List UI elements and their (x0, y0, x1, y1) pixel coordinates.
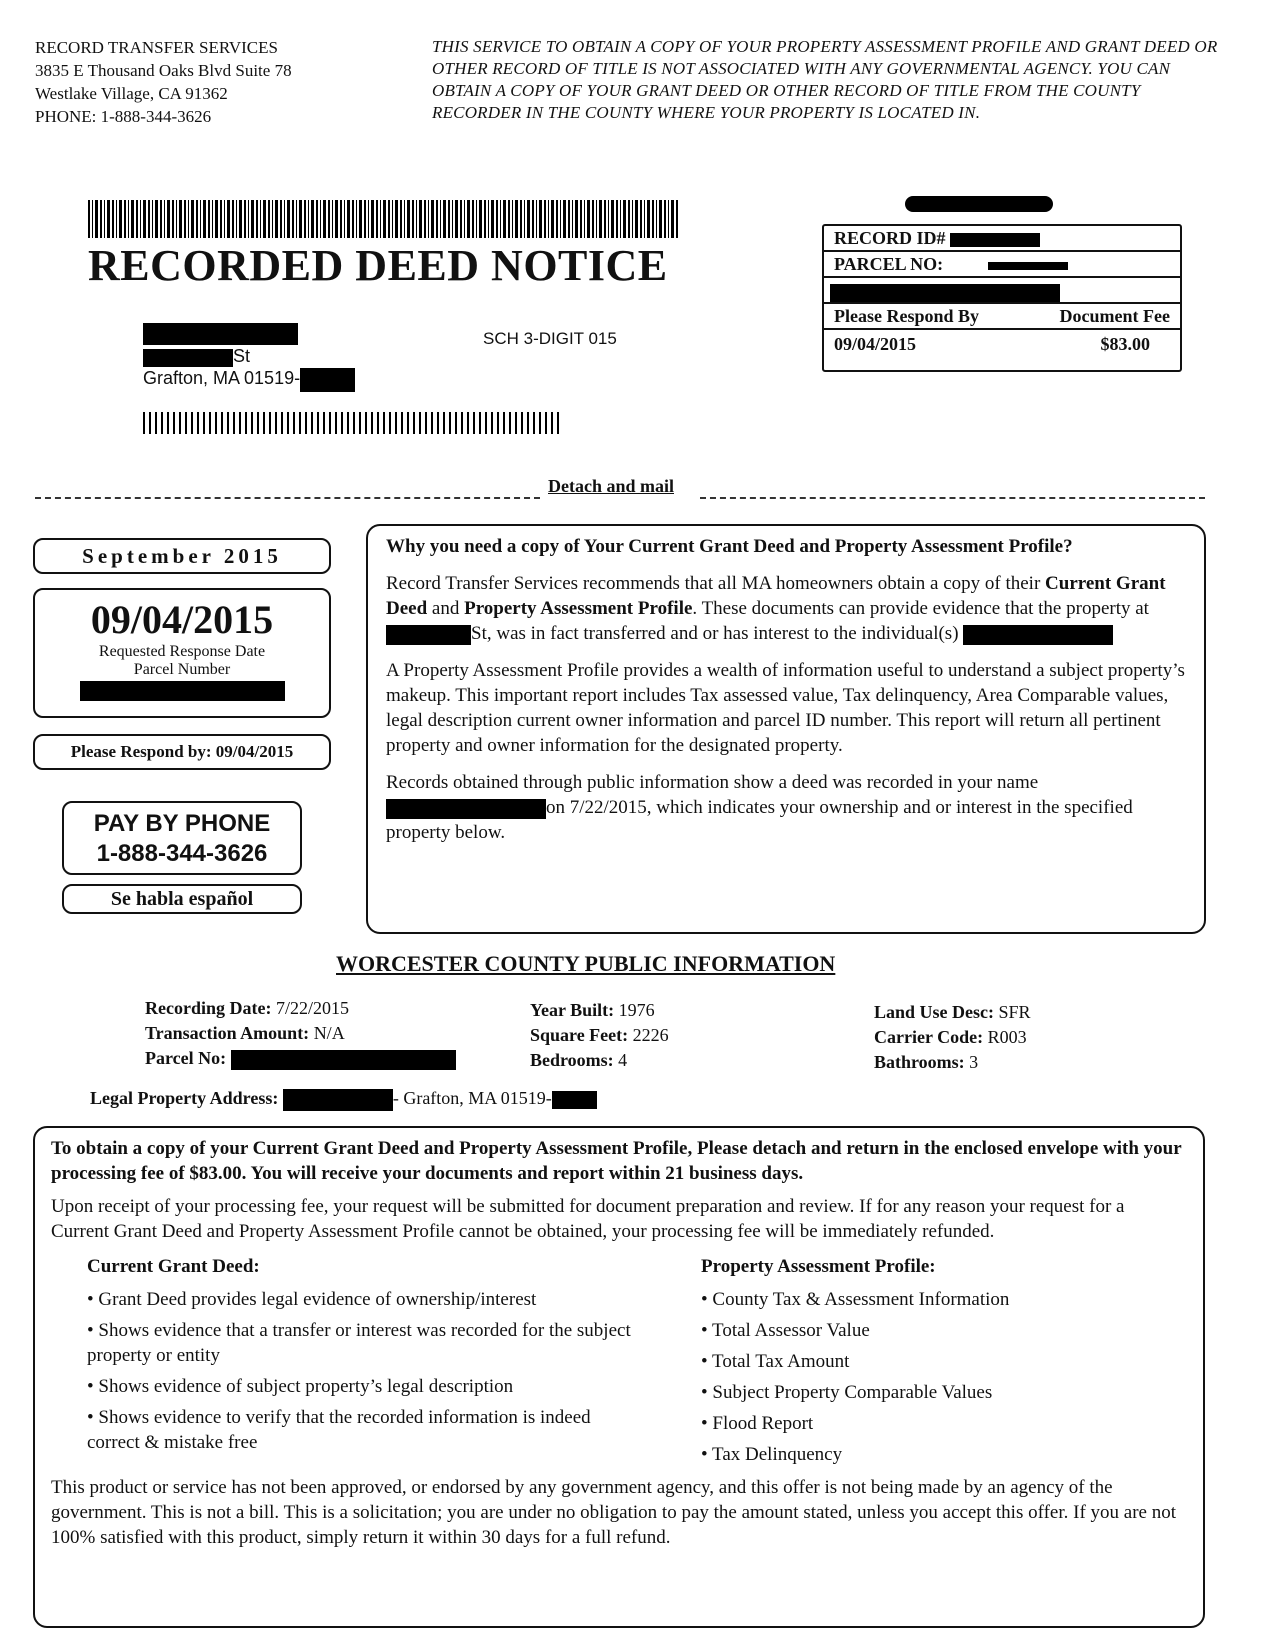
disclaimer-top: THIS SERVICE TO OBTAIN A COPY OF YOUR PROPERTY ASSESSMENT PROFILE AND GRANT DEED OR OTHER RECORD OF TITLE IS NOT ASSOCIATED WITH ANY GOVERNMENTAL AGENCY. YOU CAN OBTAIN A COPY OF YOUR GRANT DEED OR OTHER RECORD OF TITLE FROM THE COUNTY RECORDER IN THE COUNTY WHERE YOUR PROPERTY IS LOCATED IN. (432, 37, 1218, 122)
redaction (386, 799, 546, 819)
value: 3 (969, 1052, 979, 1072)
transaction-amount (145, 1021, 456, 1046)
spanish-box: Se habla español (62, 884, 302, 914)
order-intro: Upon receipt of your processing fee, your request will be submitted for document preparation and review. If for any reason your request for a Current Grant Deed and Property Assessment Profile cannot be obtained, your processing fee will be immediately refunded. (51, 1196, 1125, 1242)
document-fee-label: Document Fee (1059, 306, 1170, 326)
sender-address (35, 36, 292, 128)
bedrooms (530, 1048, 669, 1073)
text: on 7/22/2015, which indicates your ownership and or interest in the specified property below. (386, 797, 1133, 843)
text: Property Assessment Profile (464, 598, 693, 619)
document-fee-value: $83.00 (1100, 334, 1150, 354)
footer-disclaimer: This product or service has not been approved, or endorsed by any government agency, and this offer is not being made by an agency of the government. This is not a bill. This is a solicitation; you are under no obligation to pay the amount stated, unless you accept this offer. If you are not 100% satisfied with this product, simply return it within 30 days for a full refund. (51, 1477, 1177, 1548)
label: Legal Property Address: (90, 1088, 279, 1108)
parcel-no-row (824, 252, 1180, 278)
value: 2226 (632, 1025, 669, 1045)
record-id-label: RECORD ID# (834, 228, 946, 248)
redaction (905, 196, 1053, 212)
list-item: • Tax Delinquency (701, 1444, 843, 1465)
respond-fee-values (824, 330, 1180, 355)
year-built (530, 998, 669, 1023)
sender-phone: PHONE: 1-888-344-3626 (35, 107, 212, 126)
redaction (80, 681, 285, 701)
record-id-row (824, 226, 1180, 252)
bullet-columns (51, 1254, 1187, 1473)
list-item: • Flood Report (701, 1413, 814, 1434)
postal-barcode (143, 412, 563, 434)
why-box (366, 524, 1206, 934)
list-item: • Subject Property Comparable Values (701, 1382, 993, 1403)
label: Land Use Desc: (874, 1002, 994, 1022)
label: Bathrooms: (874, 1052, 965, 1072)
redaction (143, 349, 233, 367)
profile-list (701, 1287, 1009, 1467)
value: SFR (998, 1002, 1031, 1022)
list-item: • County Tax & Assessment Information (701, 1289, 1010, 1310)
barcode (88, 200, 680, 238)
label: Bedrooms: (530, 1050, 614, 1070)
list-item: • Grant Deed provides legal evidence of ownership/interest (87, 1289, 537, 1310)
county-heading: WORCESTER COUNTY PUBLIC INFORMATION (336, 951, 836, 976)
list-item: • Total Assessor Value (701, 1320, 870, 1341)
text: Records obtained through public information show a deed was recorded in your name (386, 772, 1039, 793)
response-date: 09/04/2015 (90, 597, 274, 642)
street-suffix: St (233, 346, 251, 367)
respond-fee-labels (824, 304, 1180, 330)
redaction (963, 625, 1113, 645)
detach-line-left (35, 497, 540, 499)
why-paragraph-3 (386, 770, 1186, 845)
pay-by-phone-box (62, 801, 302, 875)
text: St, was in fact transferred and or has interest to the individual(s) (471, 623, 964, 644)
label: Year Built: (530, 1000, 615, 1020)
sort-code: SCH 3-DIGIT 015 (483, 329, 617, 348)
page-title: RECORDED DEED NOTICE (88, 241, 668, 290)
county-column-1 (145, 996, 456, 1071)
text: Record Transfer Services recommends that all MA homeowners obtain a copy of their (386, 573, 1046, 594)
value: - Grafton, MA 01519- (392, 1088, 552, 1108)
redaction (988, 262, 1068, 270)
order-heading: To obtain a copy of your Current Grant Deed and Property Assessment Profile, Please detach and return in the enclosed envelope with your processing fee of $83.00. You will receive your documents and report within 21 business days. (51, 1138, 1182, 1184)
why-body (386, 571, 1186, 845)
text: and (427, 598, 465, 619)
text: Current Grant Deed (386, 573, 1166, 619)
value: N/A (313, 1023, 345, 1043)
legal-address (90, 1088, 597, 1111)
respond-by-value: 09/04/2015 (834, 334, 917, 354)
recipient-city-line (143, 367, 355, 391)
profile-heading: Property Assessment Profile: (701, 1256, 936, 1277)
recording-date (145, 996, 456, 1021)
deed-heading: Current Grant Deed: (87, 1256, 260, 1277)
requested-response-label: Requested Response Date (98, 643, 266, 660)
label: Square Feet: (530, 1025, 629, 1045)
parcel-no (145, 1046, 456, 1071)
text: . These documents can provide evidence that the property at (692, 598, 1149, 619)
why-paragraph-1 (386, 571, 1186, 646)
value: 7/22/2015 (275, 998, 349, 1018)
recipient-street-line (143, 345, 355, 367)
month-box: September 2015 (33, 538, 331, 574)
redaction (386, 625, 471, 645)
bathrooms (874, 1050, 1031, 1075)
carrier-code (874, 1025, 1031, 1050)
why-heading: Why you need a copy of Your Current Grant Deed and Property Assessment Profile? (386, 536, 1073, 557)
date-box (33, 588, 331, 718)
list-item: • Shows evidence of subject property’s legal description (87, 1376, 514, 1397)
record-box (822, 224, 1182, 372)
label: Carrier Code: (874, 1027, 984, 1047)
redaction (552, 1091, 597, 1109)
land-use (874, 1000, 1031, 1025)
sender-address-line2: Westlake Village, CA 91362 (35, 84, 228, 103)
value: 4 (618, 1050, 628, 1070)
value: 1976 (618, 1000, 655, 1020)
parcel-number-label: Parcel Number (133, 661, 231, 678)
value: R003 (987, 1027, 1027, 1047)
redaction (143, 323, 298, 345)
list-item: • Shows evidence that a transfer or interest was recorded for the subject property or entity (87, 1320, 631, 1366)
county-column-3 (874, 1000, 1031, 1075)
recipient-name-line (143, 322, 355, 345)
parcel-no-label: PARCEL NO: (834, 254, 944, 274)
order-box (33, 1126, 1205, 1628)
square-feet (530, 1023, 669, 1048)
detach-line-right (700, 497, 1205, 499)
label: Parcel No: (145, 1048, 227, 1068)
detach-label: Detach and mail (548, 476, 674, 496)
label: Recording Date: (145, 998, 272, 1018)
pay-phone-number: 1-888-344-3626 (96, 840, 268, 867)
city-line: Grafton, MA 01519- (143, 368, 301, 389)
respond-by-label: Please Respond By (834, 306, 980, 326)
list-item: • Total Tax Amount (701, 1351, 850, 1372)
sender-address-line1: 3835 E Thousand Oaks Blvd Suite 78 (35, 61, 292, 80)
why-paragraph-2: A Property Assessment Profile provides a wealth of information useful to understand a subject property’s makeup. This important report includes Tax assessed value, Tax delinquency, Area Comparable values, legal description current owner information and parcel ID number. This report will return all pertinent property and owner information for the designated property. (386, 660, 1185, 756)
deed-list (87, 1287, 647, 1455)
redaction (830, 284, 1060, 302)
redaction (231, 1050, 456, 1070)
recipient-address (143, 322, 355, 392)
county-column-2 (530, 998, 669, 1073)
sender-name: RECORD TRANSFER SERVICES (35, 38, 278, 57)
owner-row (824, 278, 1180, 304)
label: Transaction Amount: (145, 1023, 310, 1043)
redaction (300, 368, 355, 392)
list-item: • Shows evidence to verify that the recorded information is indeed correct & mistake free (87, 1407, 591, 1453)
pay-by-phone-label: PAY BY PHONE (93, 810, 271, 837)
redaction (283, 1089, 393, 1111)
deed-column (51, 1254, 671, 1473)
profile-column (671, 1254, 1009, 1473)
respond-by-box: Please Respond by: 09/04/2015 (33, 734, 331, 770)
redaction (950, 233, 1040, 247)
